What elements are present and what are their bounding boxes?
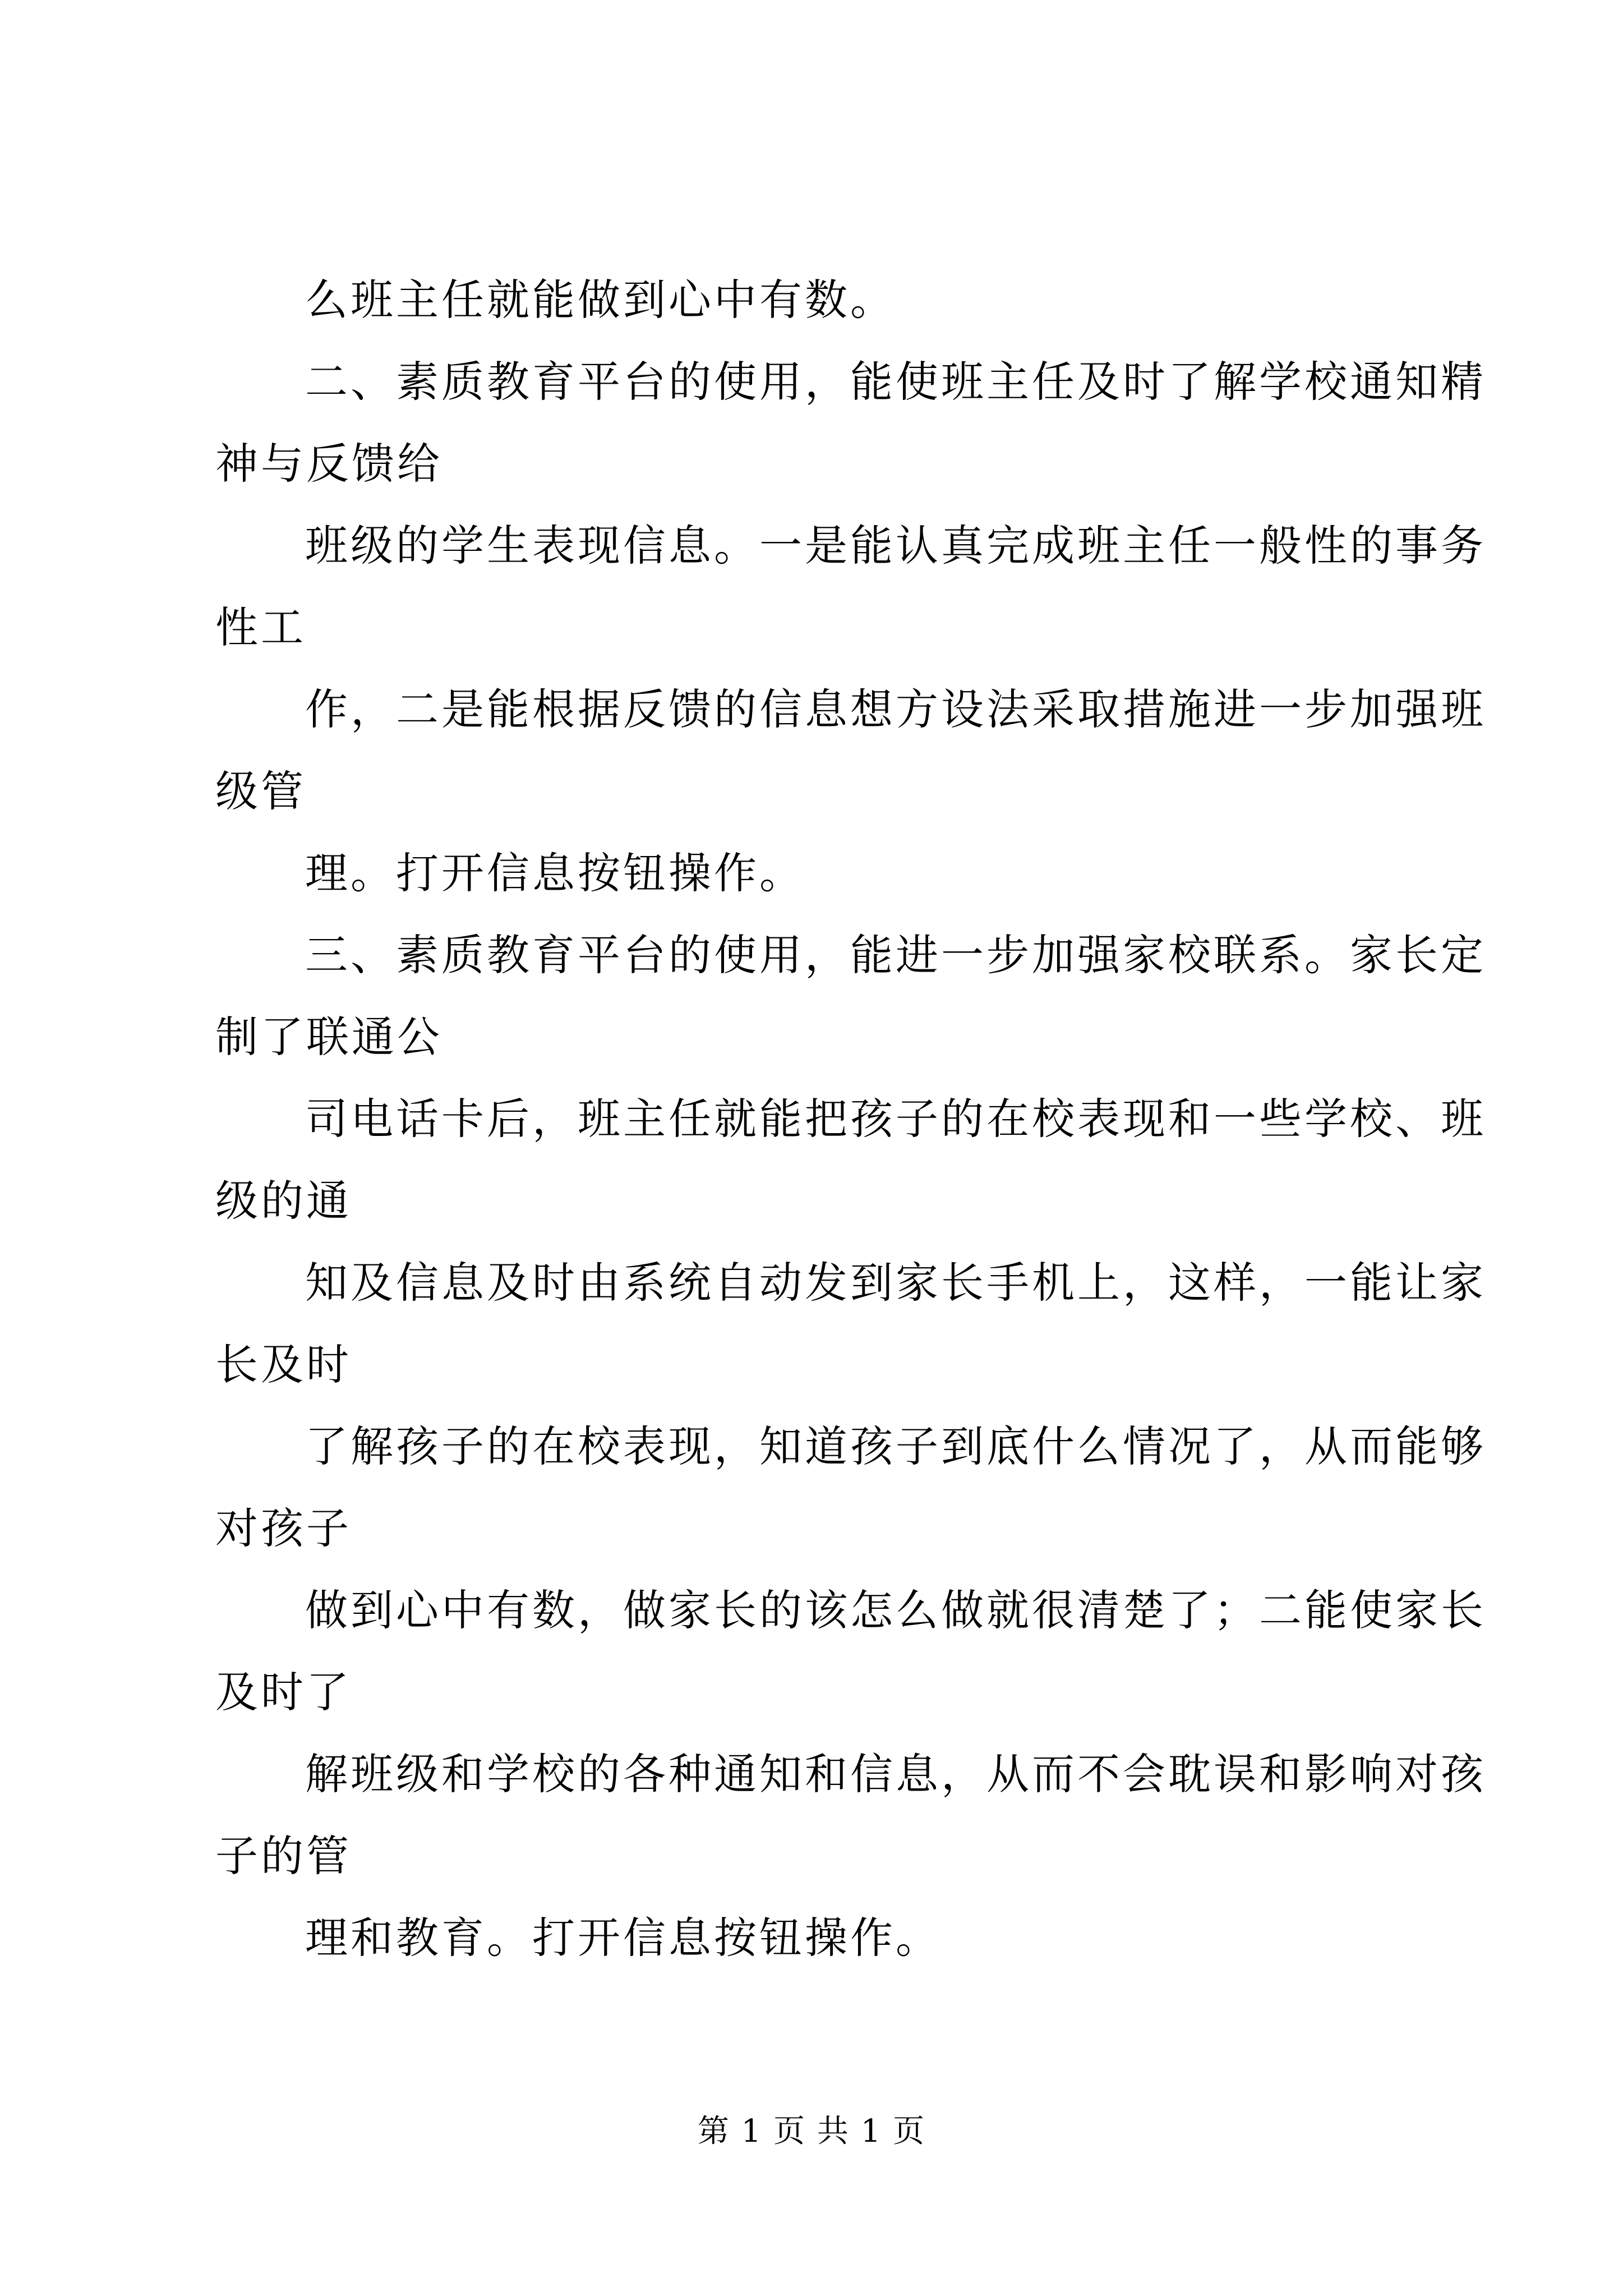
text-line: 级管 [215, 766, 306, 816]
text-line: 做到心中有数，做家长的该怎么做就很清楚了；二能使家长 [305, 1585, 1486, 1635]
page-number-label: 第 1 页 共 1 页 [697, 2113, 926, 2150]
text-line: 子的管 [215, 1831, 352, 1881]
text-line: 理。打开信息按钮操作。 [305, 848, 805, 898]
text-line: 二、素质教育平台的使用，能使班主任及时了解学校通知精 [305, 357, 1486, 407]
text-line: 知及信息及时由系统自动发到家长手机上，这样，一能让家 [305, 1258, 1486, 1308]
text-line: 神与反馈给 [215, 439, 442, 489]
text-line: 制了联通公 [215, 1012, 442, 1062]
text-line: 么班主任就能做到心中有数。 [305, 275, 896, 325]
text-line: 性工 [215, 602, 306, 652]
text-line: 三、素质教育平台的使用，能进一步加强家校联系。家长定 [305, 930, 1486, 980]
text-line: 了解孩子的在校表现，知道孩子到底什么情况了，从而能够 [305, 1421, 1486, 1471]
text-line: 司电话卡后，班主任就能把孩子的在校表现和一些学校、班 [305, 1094, 1486, 1144]
text-line: 长及时 [215, 1340, 352, 1389]
page-footer [0, 2112, 1623, 2151]
text-line: 解班级和学校的各种通知和信息，从而不会耽误和影响对孩 [305, 1749, 1486, 1799]
text-line: 级的通 [215, 1176, 352, 1226]
document-body [215, 259, 1486, 1979]
text-line: 对孩子 [215, 1503, 352, 1553]
text-line: 作，二是能根据反馈的信息想方设法采取措施进一步加强班 [305, 684, 1486, 734]
text-line: 理和教育。打开信息按钮操作。 [305, 1913, 941, 1963]
text-line: 班级的学生表现信息。一是能认真完成班主任一般性的事务 [305, 521, 1486, 570]
text-line: 及时了 [215, 1667, 352, 1717]
